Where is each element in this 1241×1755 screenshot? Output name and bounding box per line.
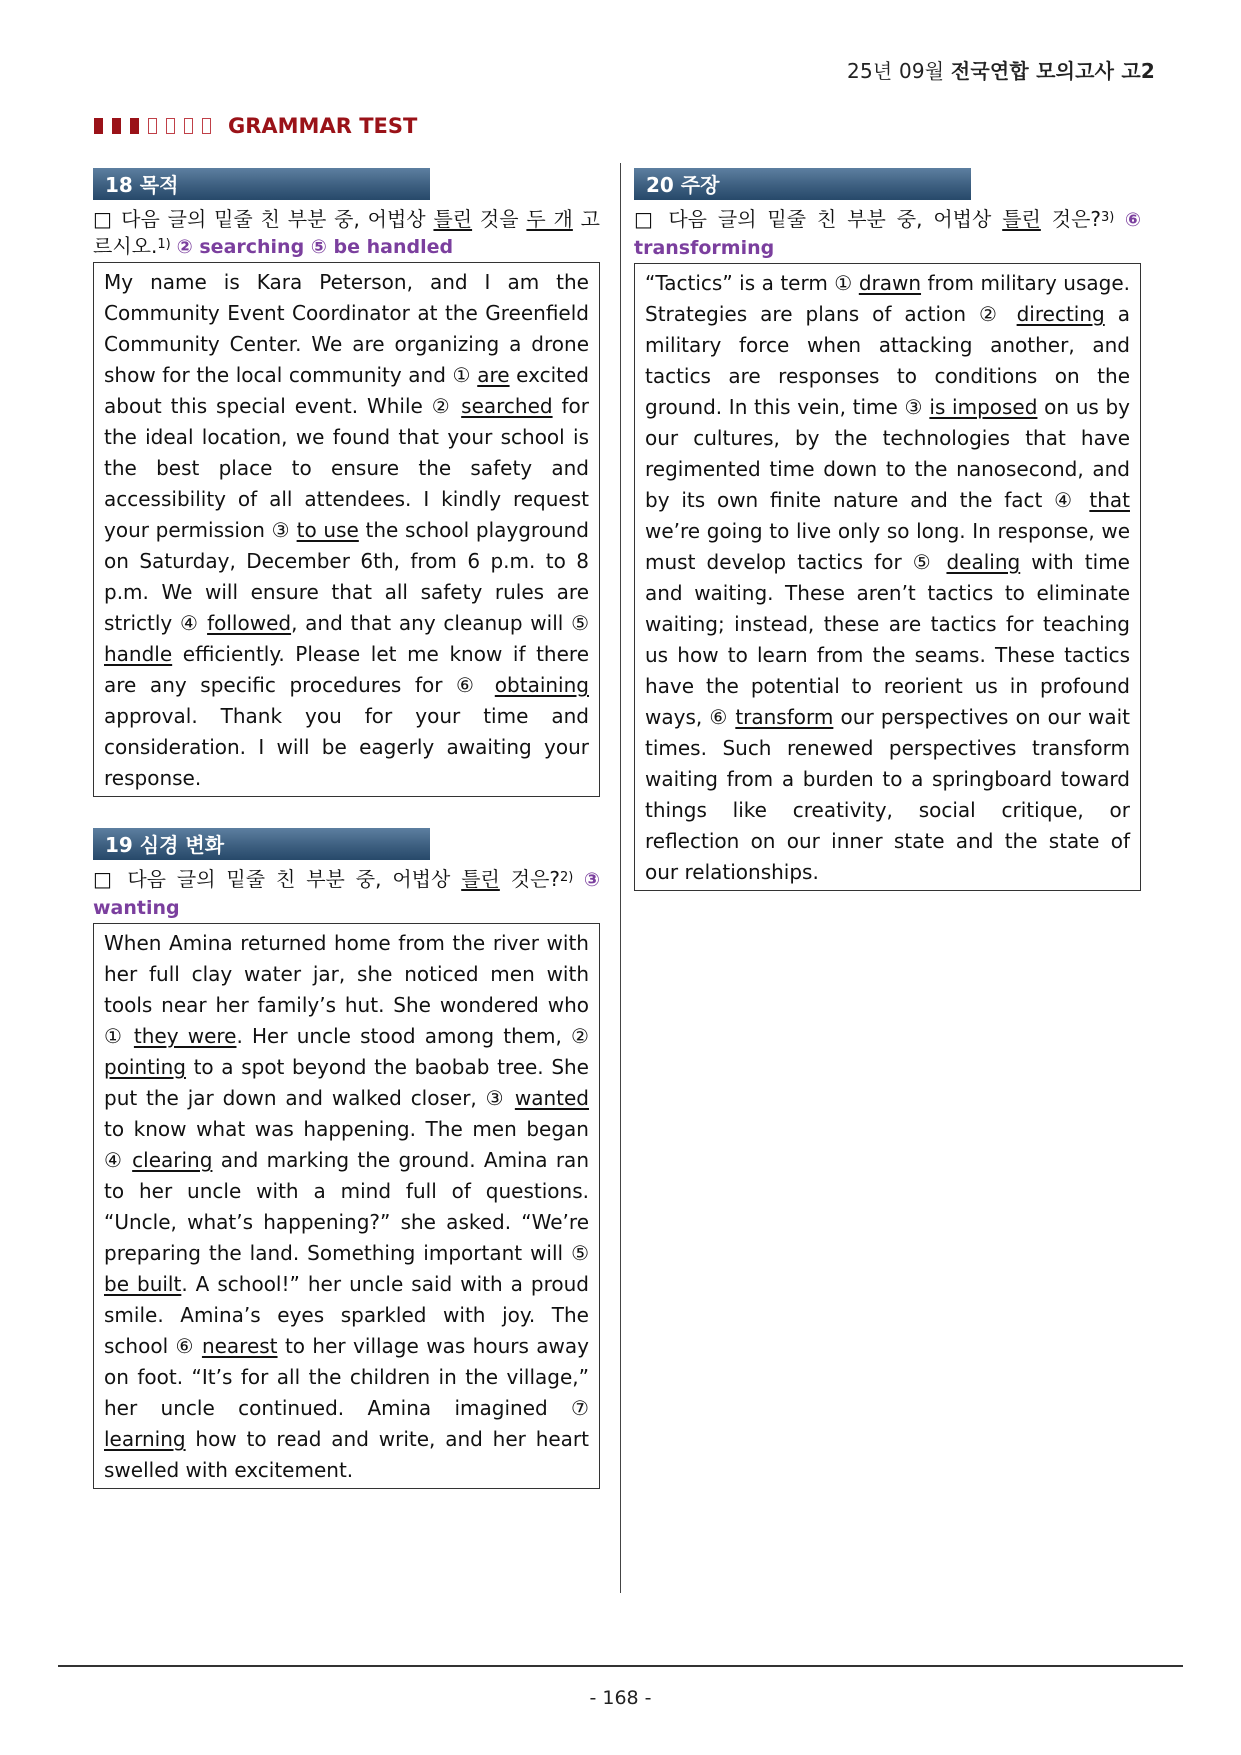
passage-text: to know what was happening. The men began ④ <box>104 1117 589 1172</box>
passage-text: When Amina returned home from the river with her full clay water jar, she noticed men with tools near her family’s hut. She wondered who ① <box>104 931 589 1048</box>
passage-text: excited about this special event. While ② <box>104 363 589 418</box>
underlined-choice: to use <box>296 518 359 542</box>
question-19 <box>93 828 600 1489</box>
passage-text: for the ideal location, we found that your school is the best place to ensure the safety and accessibility of all attendees. I kindly request your permission ③ <box>104 394 590 542</box>
passage-text: to a spot beyond the baobab tree. She put the jar down and walked closer, ③ <box>104 1055 589 1110</box>
answer-key: ③ wanting <box>93 869 600 919</box>
heading-outline-square-icon <box>148 118 157 134</box>
instruction-text: □ 다음 글의 밑줄 친 부분 중, 어법상 <box>93 867 462 891</box>
underlined-choice: followed <box>207 611 292 635</box>
underlined-choice: they were <box>133 1024 237 1048</box>
header-title: 전국연합 모의고사 고2 <box>950 59 1155 83</box>
passage-text: “Tactics” is a term ① <box>645 271 859 295</box>
section-title-bar: 20 주장 <box>634 168 971 200</box>
underlined-choice: pointing <box>104 1055 186 1079</box>
question-18 <box>93 168 600 797</box>
answer-key: ⑥ transforming <box>634 209 1141 259</box>
passage-text: . Her uncle stood among them, ② <box>236 1024 589 1048</box>
passage-text: efficiently. Please let me know if there are any specific procedures for ⑥ <box>104 642 589 697</box>
section-title-bar: 18 목적 <box>93 168 430 200</box>
instruction-text: 것은? <box>1040 207 1102 231</box>
passage-text: approval. Thank you for your time and consideration. I will be eagerly awaiting your response. <box>104 704 589 790</box>
footnote-marker: 2) <box>560 870 574 885</box>
passage-text: a military force when attacking another, and tactics are responses to conditions on the ground. In this vein, time ③ <box>645 302 1130 419</box>
footer-rule <box>58 1665 1183 1667</box>
column-divider <box>620 163 621 1593</box>
passage-box <box>634 263 1141 891</box>
page-heading-title: GRAMMAR TEST <box>228 114 418 138</box>
passage-text: My name is Kara Peterson, and I am the Community Event Coordinator at the Greenfield Community Center. We are organizing a drone show for the local community and ① <box>104 270 589 387</box>
section-title-bar: 19 심경 변화 <box>93 828 430 860</box>
exam-header <box>847 55 1155 84</box>
underlined-choice: clearing <box>132 1148 213 1172</box>
question-instruction <box>634 206 1141 262</box>
question-20 <box>634 168 1141 891</box>
passage-text: from military usage. Strategies are plans of action ② <box>645 271 1130 326</box>
answer-key: ② searching ⑤ be handled <box>176 236 454 258</box>
underlined-choice: nearest <box>201 1334 278 1358</box>
instruction-underline: 틀린 <box>1002 207 1041 231</box>
passage-text: on us by our cultures, by the technologies that have regimented time down to the nanosecond, and by its own finite nature and the fact ④ <box>645 395 1130 512</box>
passage-text: . A school!” her uncle said with a proud smile. Amina’s eyes sparkled with joy. The school ⑥ <box>104 1272 589 1358</box>
heading-outline-square-icon <box>184 118 193 134</box>
underlined-choice: drawn <box>858 271 922 295</box>
instruction-underline: 틀린 <box>433 207 473 231</box>
heading-square-icon <box>94 118 103 134</box>
passage-text: , and that any cleanup will ⑤ <box>291 611 589 635</box>
instruction-text: □ 다음 글의 밑줄 친 부분 중, 어법상 <box>93 207 434 231</box>
passage-box <box>93 262 600 797</box>
instruction-text: 것을 <box>472 207 527 231</box>
underlined-choice: dealing <box>946 550 1021 574</box>
instruction-underline: 틀린 <box>461 867 500 891</box>
underlined-choice: is imposed <box>929 395 1038 419</box>
passage-text: and marking the ground. Amina ran to her uncle with a mind full of questions. “Uncle, what’s happening?” she asked. “We’re preparing the land. Something important will ⑤ <box>104 1148 589 1265</box>
underlined-choice: are <box>477 363 510 387</box>
underlined-choice: transform <box>735 705 834 729</box>
passage-text: the school playground on Saturday, December 6th, from 6 p.m. to 8 p.m. We will ensure that all safety rules are strictly ④ <box>104 518 589 635</box>
heading-square-icon <box>112 118 121 134</box>
passage-text: we’re going to live only so long. In response, we must develop tactics for ⑤ <box>645 519 1130 574</box>
instruction-text: 것은? <box>499 867 561 891</box>
underlined-choice: directing <box>1016 302 1105 326</box>
passage-text: our perspectives on our wait times. Such renewed perspectives transform waiting from a burden to a springboard toward things like creativity, social critique, or reflection on our inner state and the state of our relationships. <box>645 705 1130 884</box>
passage-text: how to read and write, and her heart swelled with excitement. <box>104 1427 589 1482</box>
page-heading <box>94 114 417 138</box>
instruction-text: 고르시오. <box>93 207 601 258</box>
instruction-text: □ 다음 글의 밑줄 친 부분 중, 어법상 <box>634 207 1003 231</box>
underlined-choice: that <box>1089 488 1130 512</box>
passage-box <box>93 923 600 1489</box>
underlined-choice: be built <box>104 1272 182 1296</box>
passage-text: to her village was hours away on foot. “It’s for all the children in the village,” her uncle continued. Amina imagined ⑦ <box>104 1334 590 1420</box>
underlined-choice: wanted <box>514 1086 589 1110</box>
underlined-choice: searched <box>461 394 553 418</box>
footnote-marker: 3) <box>1101 210 1115 225</box>
underlined-choice: handle <box>104 642 173 666</box>
page-number: - 168 - <box>589 1687 652 1709</box>
question-instruction <box>93 206 600 261</box>
header-prefix: 25년 09월 <box>847 59 951 83</box>
instruction-underline: 두 개 <box>526 207 573 231</box>
heading-outline-square-icon <box>166 118 175 134</box>
passage-text: with time and waiting. These aren’t tactics to eliminate waiting; instead, these are tactics for teaching us how to learn from the seams. These tactics have the potential to reorient us in profound ways, ⑥ <box>645 550 1130 729</box>
underlined-choice: learning <box>104 1427 186 1451</box>
footnote-marker: 1) <box>157 237 171 252</box>
heading-square-icon <box>130 118 139 134</box>
underlined-choice: obtaining <box>494 673 589 697</box>
question-instruction <box>93 866 600 922</box>
heading-outline-square-icon <box>202 118 211 134</box>
